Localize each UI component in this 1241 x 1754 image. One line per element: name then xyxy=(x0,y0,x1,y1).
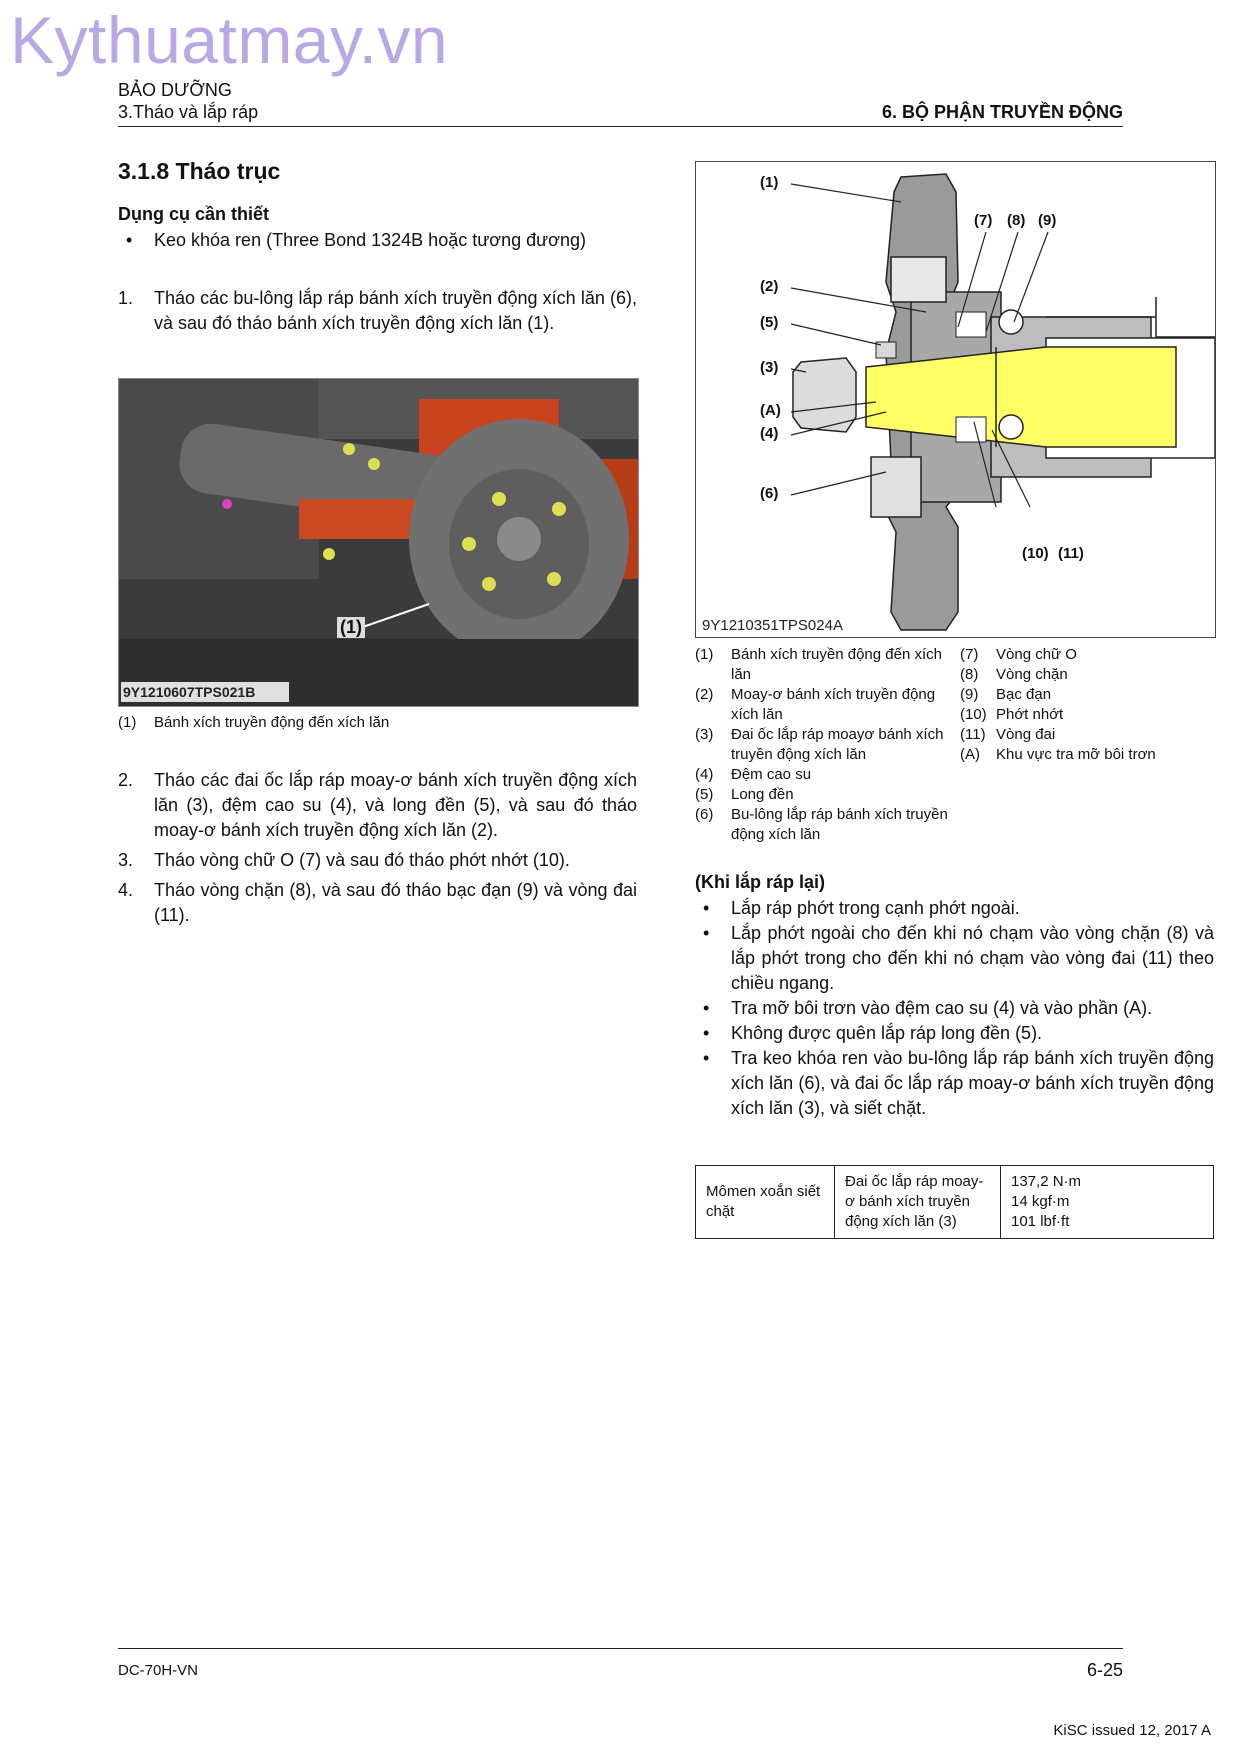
legend-num: (A) xyxy=(960,746,980,763)
reassembly-item xyxy=(695,1046,1214,1121)
bullet-icon: • xyxy=(703,1023,710,1043)
diagram-label: (10) xyxy=(1022,545,1049,562)
diagram-label: (9) xyxy=(1038,212,1057,229)
legend-item xyxy=(960,645,1220,665)
legend-text: Long đền xyxy=(731,786,794,803)
torque-values-cell xyxy=(1001,1166,1214,1239)
step-item xyxy=(118,286,637,336)
footer-issued: KiSC issued 12, 2017 A xyxy=(1053,1722,1211,1739)
photo-caption-num: (1) xyxy=(118,714,137,731)
bullet-icon: • xyxy=(703,998,710,1018)
legend-text: Khu vực tra mỡ bôi trơn xyxy=(996,746,1156,763)
cross-section-diagram xyxy=(695,161,1216,638)
step-text: Tháo vòng chặn (8), và sau đó tháo bạc đạn (9) và vòng đai (11). xyxy=(154,880,637,925)
step-item xyxy=(118,848,637,873)
table-row xyxy=(696,1166,1214,1239)
legend-item xyxy=(695,725,955,765)
header-chapter-title: 6. BỘ PHẬN TRUYỀN ĐỘNG xyxy=(881,102,1123,122)
photo-callout-label: (1) xyxy=(337,617,365,638)
legend-item xyxy=(960,685,1220,705)
torque-label-cell: Mômen xoắn siết chặt xyxy=(696,1166,835,1239)
legend-text: Vòng đai xyxy=(996,726,1056,743)
legend-num: (5) xyxy=(695,786,714,803)
diagram-label: (A) xyxy=(760,402,781,419)
torque-value: 137,2 N·m xyxy=(1011,1173,1082,1190)
reassembly-item-text: Lắp ráp phớt trong cạnh phớt ngoài. xyxy=(731,898,1020,918)
reassembly-item-text: Tra keo khóa ren vào bu-lông lắp ráp bánh xích truyền động xích lăn (6), và đai ốc lắp ráp moay-ơ bánh xích truyền động xích lăn (3), và siết chặt. xyxy=(731,1048,1214,1118)
step-item xyxy=(118,878,637,928)
reassembly-heading: (Khi lắp ráp lại) xyxy=(695,872,826,892)
section-title: 3.1.8 Tháo trục xyxy=(118,158,281,184)
step-number: 3. xyxy=(118,850,134,870)
legend-text: Vòng chữ O xyxy=(996,646,1077,663)
photo-code: 9Y1210607TPS021B xyxy=(123,684,256,700)
shaft-photo-illustration xyxy=(119,379,638,706)
diagram-label: (5) xyxy=(760,314,779,331)
diagram-label: (4) xyxy=(760,425,779,442)
diagram-label: (6) xyxy=(760,485,779,502)
step-item xyxy=(118,768,637,843)
header-subsection-label: 3.Tháo và lắp ráp xyxy=(118,102,259,122)
legend-text: Bu-lông lắp ráp bánh xích truyền động xích lăn xyxy=(731,806,948,843)
legend-text: Vòng chặn xyxy=(996,666,1068,683)
footer-doc-code: DC-70H-VN xyxy=(118,1662,199,1679)
legend-num: (6) xyxy=(695,806,714,823)
footer-rule xyxy=(118,1648,1123,1649)
legend-item xyxy=(960,665,1220,685)
legend-text: Phớt nhớt xyxy=(996,706,1064,723)
legend-item xyxy=(960,705,1220,725)
step-text: Tháo các bu-lông lắp ráp bánh xích truyền động xích lăn (6), và sau đó tháo bánh xích truyền động xích lăn (1). xyxy=(154,288,637,333)
diagram-code: 9Y1210351TPS024A xyxy=(702,617,843,634)
legend-num: (10) xyxy=(960,706,987,723)
step-number: 1. xyxy=(118,288,134,308)
photo-caption xyxy=(118,713,418,732)
reassembly-item xyxy=(695,921,1214,996)
legend-item xyxy=(695,805,955,845)
diagram-label: (11) xyxy=(1058,545,1084,562)
diagram-label: (8) xyxy=(1007,212,1026,229)
step-number: 2. xyxy=(118,770,134,790)
header-section-label: BẢO DƯỠNG xyxy=(118,80,232,100)
step-text: Tháo vòng chữ O (7) và sau đó tháo phớt nhớt (10). xyxy=(154,850,570,870)
photo-caption-item xyxy=(118,713,418,732)
tools-list-item xyxy=(118,228,637,253)
diagram-label: (7) xyxy=(974,212,993,229)
legend-text: Moay-ơ bánh xích truyền động xích lăn xyxy=(731,686,936,723)
legend-num: (7) xyxy=(960,646,979,663)
torque-part-cell: Đai ốc lắp ráp moay-ơ bánh xích truyền động xích lăn (3) xyxy=(835,1166,1001,1239)
diagram-legend-right xyxy=(960,645,1220,765)
legend-text: Đệm cao su xyxy=(731,766,812,783)
reassembly-item xyxy=(695,896,1214,921)
photo-caption-text: Bánh xích truyền động đến xích lăn xyxy=(154,714,390,731)
legend-item xyxy=(695,765,955,785)
legend-item xyxy=(960,725,1220,745)
cross-section-drawing xyxy=(696,162,1215,637)
reassembly-item xyxy=(695,1021,1214,1046)
diagram-label: (1) xyxy=(760,174,779,191)
torque-value: 101 lbf·ft xyxy=(1011,1213,1070,1230)
tools-list-item-text: Keo khóa ren (Three Bond 1324B hoặc tương đương) xyxy=(154,230,586,250)
diagram-label: (2) xyxy=(760,278,779,295)
torque-value: 14 kgf·m xyxy=(1011,1193,1070,1210)
legend-item xyxy=(695,685,955,725)
steps-list-b xyxy=(118,768,637,928)
reassembly-item xyxy=(695,996,1214,1021)
legend-num: (3) xyxy=(695,726,714,743)
legend-num: (9) xyxy=(960,686,979,703)
legend-text: Bánh xích truyền động đến xích lăn xyxy=(731,646,942,683)
bullet-icon: • xyxy=(126,230,133,250)
diagram-label: (3) xyxy=(760,359,779,376)
steps-list-a xyxy=(118,286,637,336)
bullet-icon: • xyxy=(703,1048,710,1068)
legend-num: (11) xyxy=(960,726,986,743)
bullet-icon: • xyxy=(703,898,710,918)
legend-item xyxy=(695,785,955,805)
legend-text: Đai ốc lắp ráp moayơ bánh xích truyền động xích lăn xyxy=(731,726,944,763)
legend-item xyxy=(960,745,1220,765)
legend-num: (8) xyxy=(960,666,979,683)
legend-num: (4) xyxy=(695,766,714,783)
torque-table xyxy=(695,1165,1214,1239)
reassembly-item-text: Lắp phớt ngoài cho đến khi nó chạm vào vòng chặn (8) và lắp phớt trong cho đến khi nó chạm vào vòng đai (11) theo chiều ngang. xyxy=(731,923,1214,993)
tools-heading: Dụng cụ cần thiết xyxy=(118,204,270,224)
tools-list xyxy=(118,228,637,253)
reassembly-list xyxy=(695,896,1214,1121)
legend-item xyxy=(695,645,955,685)
reassembly-item-text: Không được quên lắp ráp long đền (5). xyxy=(731,1023,1043,1043)
reassembly-item-text: Tra mỡ bôi trơn vào đệm cao su (4) và vào phần (A). xyxy=(731,998,1153,1018)
watermark: Kythuatmay.vn xyxy=(10,3,449,77)
legend-text: Bạc đạn xyxy=(996,686,1052,703)
diagram-legend-left xyxy=(695,645,955,845)
shaft-photo xyxy=(118,378,639,707)
step-number: 4. xyxy=(118,880,134,900)
footer-page-number: 6-25 xyxy=(1086,1660,1123,1680)
bullet-icon: • xyxy=(703,923,710,943)
header-rule xyxy=(118,126,1123,127)
legend-num: (2) xyxy=(695,686,714,703)
step-text: Tháo các đai ốc lắp ráp moay-ơ bánh xích truyền động xích lăn (3), đệm cao su (4), và long đền (5), và sau đó tháo moay-ơ bánh xích truyền động xích lăn (2). xyxy=(154,770,637,840)
legend-num: (1) xyxy=(695,646,714,663)
